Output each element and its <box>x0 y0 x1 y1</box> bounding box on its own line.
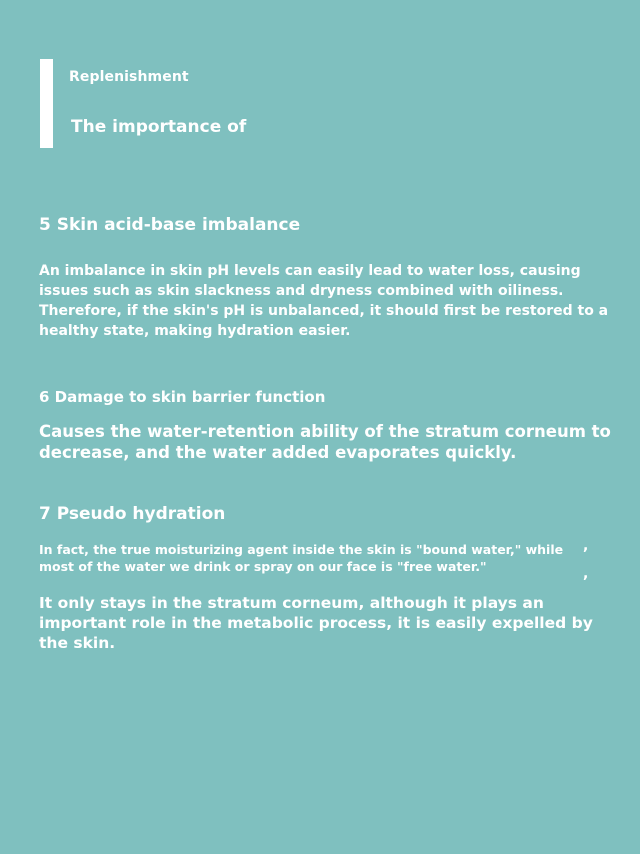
accent-bar <box>40 59 53 148</box>
section-7-paragraph-2: It only stays in the stratum corneum, although it plays an important role in the metabolic process, it is easily expelled by the skin. <box>39 594 593 652</box>
section-6-paragraph: Causes the water-retention ability of the stratum corneum to decrease, and the water added evaporates quickly. <box>39 422 611 462</box>
stray-comma-mark: , <box>583 538 589 554</box>
section-6-heading: 6 Damage to skin barrier function <box>39 388 326 406</box>
section-7-heading: 7 Pseudo hydration <box>39 504 226 524</box>
header-kicker: Replenishment <box>69 69 189 85</box>
stray-comma-mark: , <box>583 566 589 582</box>
section-5-paragraph: An imbalance in skin pH levels can easily lead to water loss, causing issues such as skin slackness and dryness combined with oiliness. Therefore, if the skin's pH is unbalanced, it should first be restored to a healthy state, making hydration easier. <box>39 263 609 339</box>
section-5-heading: 5 Skin acid-base imbalance <box>39 215 301 235</box>
section-7-paragraph-1: In fact, the true moisturizing agent inside the skin is "bound water," while most of the water we drink or spray on our face is "free water." <box>39 542 564 574</box>
page-title: The importance of <box>71 117 247 137</box>
